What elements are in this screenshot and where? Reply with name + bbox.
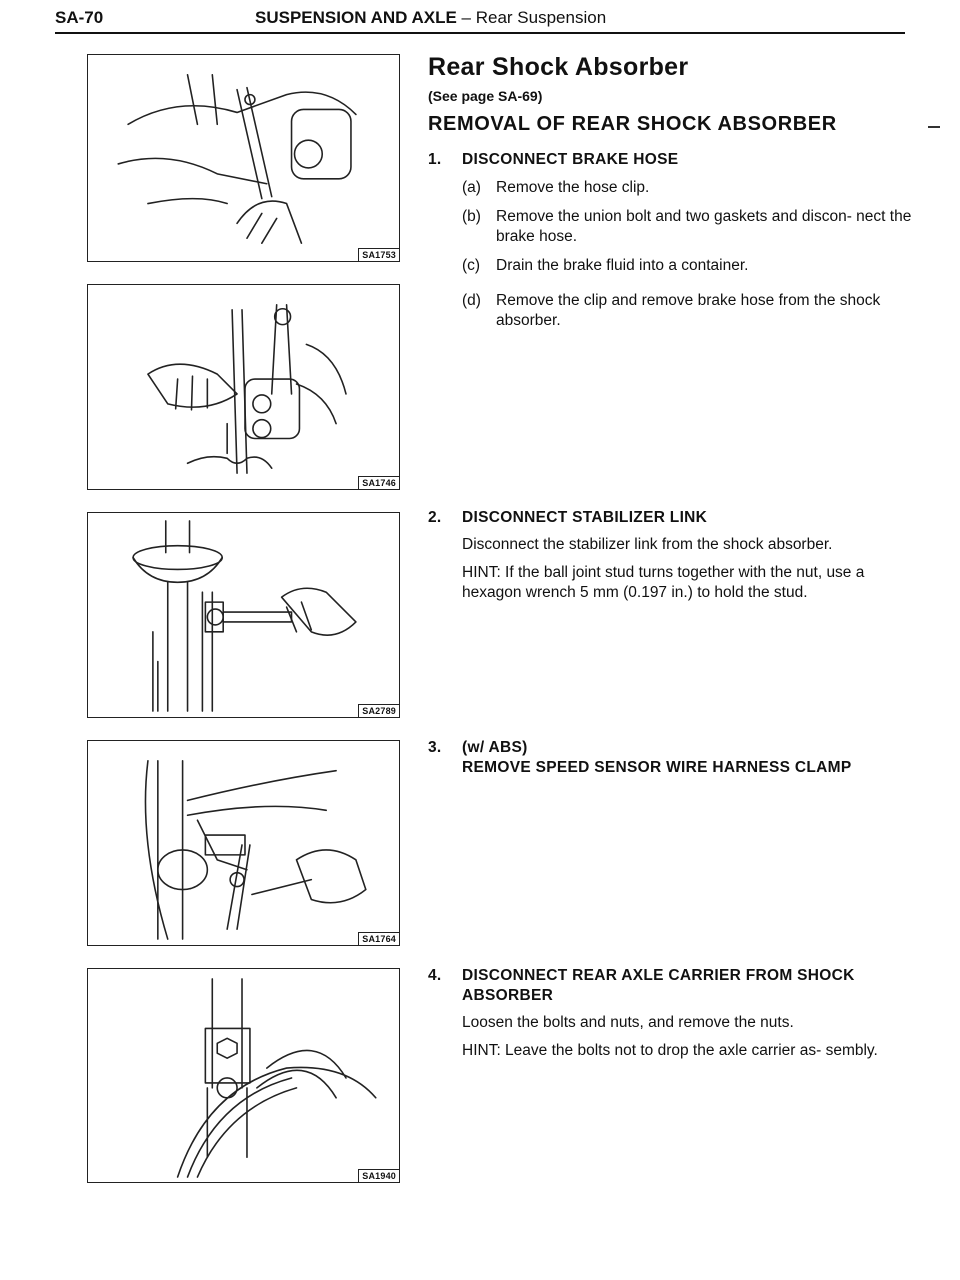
step-body: Loosen the bolts and nuts, and remove the nuts. bbox=[462, 1014, 794, 1031]
step-title: DISCONNECT REAR AXLE CARRIER FROM SHOCK ABSORBER bbox=[462, 967, 855, 1004]
step-hint: HINT: Leave the bolts not to drop the axle carrier as- sembly. bbox=[462, 1042, 878, 1059]
step-title: DISCONNECT BRAKE HOSE bbox=[462, 151, 679, 168]
figure-speed-sensor-clamp bbox=[87, 740, 400, 946]
header-rule bbox=[55, 32, 905, 34]
substep-a: (a) Remove the hose clip. bbox=[462, 179, 650, 196]
step-1 bbox=[428, 150, 918, 331]
substep-c: (c) Drain the brake fluid into a container. bbox=[462, 257, 749, 274]
step-4 bbox=[428, 966, 918, 1061]
illustration-speed-sensor-clamp bbox=[88, 741, 399, 945]
step-title-line1: (w/ ABS) bbox=[462, 739, 528, 756]
section-title-bold: SUSPENSION AND AXLE bbox=[255, 8, 457, 27]
section-heading bbox=[428, 52, 918, 106]
step-number: 2. bbox=[428, 509, 442, 526]
figure-axle-carrier bbox=[87, 968, 400, 1183]
figure-code: SA1746 bbox=[358, 476, 399, 489]
substep-b: (b) Remove the union bolt and two gaskets and discon- nect the brake hose. bbox=[462, 208, 912, 245]
illustration-brake-hose-clip bbox=[88, 55, 399, 261]
page-number: SA-70 bbox=[55, 8, 104, 27]
figure-code: SA1940 bbox=[358, 1169, 399, 1182]
step-body: Disconnect the stabilizer link from the shock absorber. bbox=[462, 536, 833, 553]
see-page-reference: (See page SA-69) bbox=[428, 88, 543, 104]
illustration-axle-carrier bbox=[88, 969, 399, 1182]
section-title bbox=[255, 8, 606, 28]
step-title-line2: REMOVE SPEED SENSOR WIRE HARNESS CLAMP bbox=[462, 759, 852, 776]
figure-brake-hose-union-bolt bbox=[87, 284, 400, 490]
figure-stabilizer-link bbox=[87, 512, 400, 718]
page-title: Rear Shock Absorber bbox=[428, 53, 689, 81]
step-number: 3. bbox=[428, 739, 442, 756]
figure-code: SA1753 bbox=[358, 248, 399, 261]
step-number: 1. bbox=[428, 151, 442, 168]
substep-d: (d) Remove the clip and remove brake hose from the shock absorber. bbox=[462, 292, 881, 329]
figure-brake-hose-clip bbox=[87, 54, 400, 262]
illustration-stabilizer-link bbox=[88, 513, 399, 717]
procedure-heading: REMOVAL OF REAR SHOCK ABSORBER bbox=[428, 113, 837, 135]
step-3 bbox=[428, 738, 918, 778]
step-title: DISCONNECT STABILIZER LINK bbox=[462, 509, 708, 526]
figure-code: SA1764 bbox=[358, 932, 399, 945]
margin-mark bbox=[928, 126, 940, 128]
step-number: 4. bbox=[428, 967, 442, 984]
section-title-rest: – Rear Suspension bbox=[456, 8, 607, 27]
illustration-brake-hose-union-bolt bbox=[88, 285, 399, 489]
step-hint: HINT: If the ball joint stud turns together with the nut, use a hexagon wrench 5 mm (0.197 in.) to hold the stud. bbox=[462, 564, 865, 601]
figure-code: SA2789 bbox=[358, 704, 399, 717]
step-2 bbox=[428, 508, 918, 603]
